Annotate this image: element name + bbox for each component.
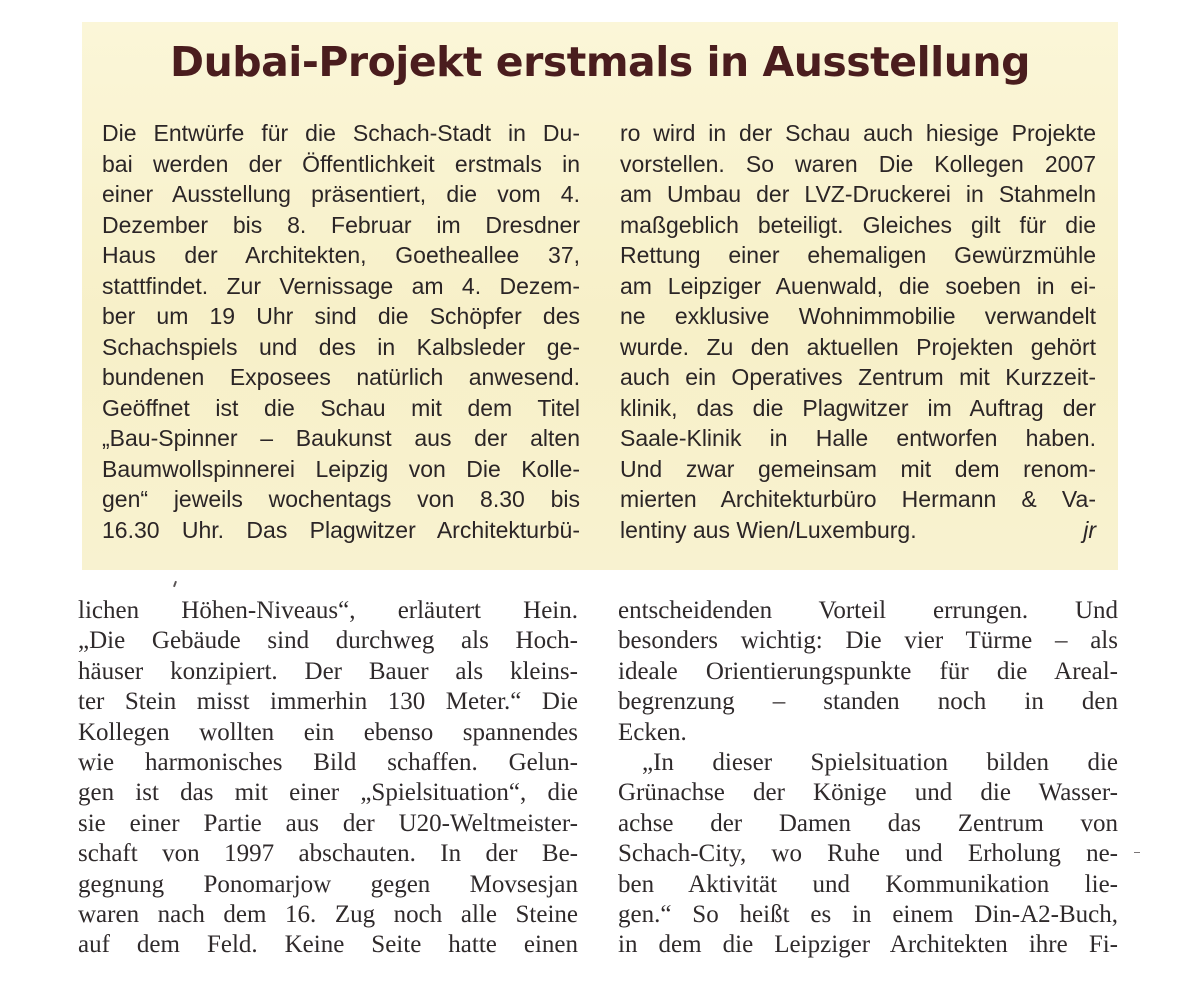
box-column-right <box>620 118 1096 545</box>
text-line: gen ist das mit einer „Spielsituation“, die <box>78 779 578 807</box>
text-line: Ecken. <box>618 718 687 746</box>
text-line: schaft von 1997 abschauten. In der Be- <box>78 840 578 868</box>
text-line: einer Ausstellung präsentiert, die vom 4. <box>102 181 580 207</box>
text-line: Rettung einer ehemaligen Gewürzmühle <box>620 242 1096 268</box>
author-initials: jr <box>1083 516 1096 543</box>
text-line: stattfindet. Zur Vernissage am 4. Dezem- <box>102 272 580 299</box>
text-line: gen.“ So heißt es in einem Din-A2-Buch, <box>618 900 1118 928</box>
text-line: ber um 19 Uhr sind die Schöpfer des <box>102 303 580 329</box>
print-mark <box>173 581 177 587</box>
text-line: Schachspiels und des in Kalbsleder ge- <box>102 333 580 360</box>
text-line: wie harmonisches Bild schaffen. Gelun- <box>78 748 578 776</box>
text-line: am Umbau der LVZ-Druckerei in Stahmeln <box>620 181 1096 207</box>
text-line: waren nach dem 16. Zug noch alle Steine <box>78 900 578 928</box>
text-line: auch ein Operatives Zentrum mit Kurzzeit- <box>620 364 1096 390</box>
text-line: begrenzung – standen noch in den <box>618 688 1118 716</box>
text-line: Baumwollspinnerei Leipzig von Die Kolle- <box>102 455 580 482</box>
print-mark <box>1134 852 1140 853</box>
text-line: mierten Architekturbüro Hermann & Va- <box>620 486 1096 512</box>
text-line-content: lentiny aus Wien/Luxemburg. <box>620 516 917 543</box>
text-line: ideale Orientierungspunkte für die Areal- <box>618 657 1118 685</box>
text-line: gegnung Ponomarjow gegen Movsesjan <box>78 870 578 898</box>
text-line: Dezember bis 8. Februar im Dresdner <box>102 211 580 238</box>
text-line: häuser konzipiert. Der Bauer als kleins- <box>78 657 578 685</box>
text-line: ben Aktivität und Kommunikation lie- <box>618 870 1118 898</box>
box-column-left <box>102 118 580 545</box>
text-line: lichen Höhen-Niveaus“, erläutert Hein. <box>78 597 578 624</box>
text-line: Kollegen wollten ein ebenso spannendes <box>78 718 578 746</box>
text-line: klinik, das die Plagwitzer im Auftrag der <box>620 394 1096 421</box>
text-line: in dem die Leipziger Architekten ihre Fi- <box>618 931 1118 959</box>
text-line: Haus der Architekten, Goetheallee 37, <box>102 242 580 268</box>
text-line: vorstellen. So waren Die Kollegen 2007 <box>620 150 1096 177</box>
text-line: Geöffnet ist die Schau mit dem Titel <box>102 394 580 421</box>
text-line: sie einer Partie aus der U20-Weltmeister- <box>78 809 578 837</box>
article-column-left <box>78 596 578 961</box>
text-line: gen“ jeweils wochentags von 8.30 bis <box>102 486 580 512</box>
text-line: wurde. Zu den aktuellen Projekten gehört <box>620 333 1096 360</box>
text-line: ro wird in der Schau auch hiesige Projekte <box>620 120 1096 146</box>
text-line: bundenen Exposees natürlich anwesend. <box>102 364 580 390</box>
text-line: auf dem Feld. Keine Seite hatte einen <box>78 931 578 959</box>
text-line: „Die Gebäude sind durchweg als Hoch- <box>78 627 578 655</box>
text-line: ter Stein misst immerhin 130 Meter.“ Die <box>78 688 578 716</box>
headline: Dubai-Projekt erstmals in Ausstellung <box>170 38 1030 86</box>
text-line: „In dieser Spielsituation bilden die <box>642 748 1118 776</box>
text-line: „Bau-Spinner – Baukunst aus der alten <box>102 425 580 451</box>
text-line: Schach-City, wo Ruhe und Erholung ne- <box>618 840 1118 868</box>
text-line: Grünachse der Könige und die Wasser- <box>618 779 1118 807</box>
text-line: am Leipziger Auenwald, die soeben in ei- <box>620 272 1096 299</box>
text-line: Die Entwürfe für die Schach-Stadt in Du- <box>102 120 580 146</box>
text-line: 16.30 Uhr. Das Plagwitzer Architekturbü- <box>102 516 580 543</box>
text-line: Saale-Klinik in Halle entworfen haben. <box>620 425 1096 451</box>
article-column-right <box>618 596 1118 961</box>
text-line: Und zwar gemeinsam mit dem renom- <box>620 455 1096 482</box>
text-line: bai werden der Öffentlichkeit erstmals in <box>102 150 580 177</box>
text-line: ne exklusive Wohnimmobilie verwandelt <box>620 303 1096 329</box>
text-line: besonders wichtig: Die vier Türme – als <box>618 627 1118 655</box>
text-line: maßgeblich beteiligt. Gleiches gilt für die <box>620 211 1096 238</box>
text-line: achse der Damen das Zentrum von <box>618 809 1118 837</box>
text-line: entscheidenden Vorteil errungen. Und <box>618 597 1118 624</box>
text-line-last <box>620 515 1096 546</box>
